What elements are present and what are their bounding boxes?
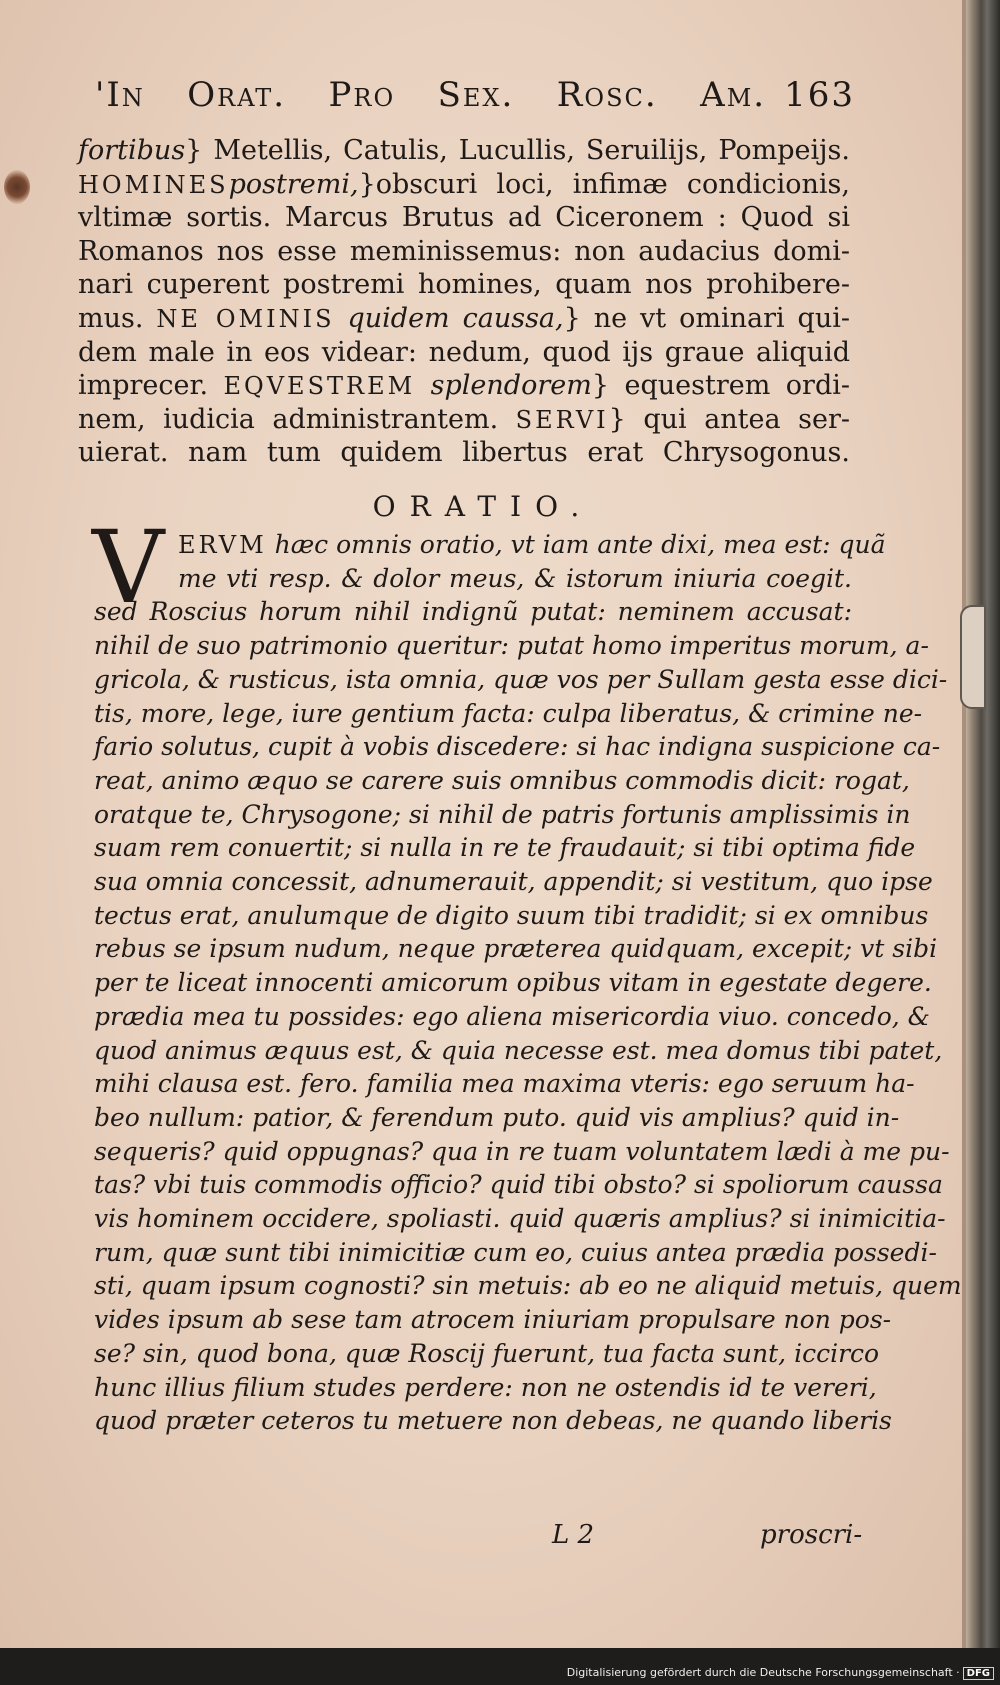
gloss-text: nem, iudicia administrantem. — [78, 403, 516, 435]
commentary-line — [78, 437, 850, 469]
oration-line-text: sed Roscius horum nihil indignũ putat: neminem accusat: — [94, 597, 852, 627]
digitization-credit — [567, 1666, 994, 1680]
oration-line — [94, 732, 941, 762]
oration-line-text: sua omnia concessit, adnumerauit, appendit; si vestitum, quo ipse — [94, 867, 933, 896]
oration-line-text: sequeris? quid oppugnas? qua in re tuam voluntatem lædi à me pu- — [94, 1136, 950, 1166]
gloss-text: Romanos nos esse meminissemus: non audacius domi- — [78, 235, 850, 267]
oration-line-text: suam rem conuertit; si nulla in re te fraudauit; si tibi optima fide — [94, 833, 916, 863]
oration-line-text: vis hominem occidere, spoliasti. quid quæris amplius? si inimicitia- — [94, 1204, 946, 1233]
oration-line — [94, 1170, 943, 1200]
gloss-text: vltimæ sortis. Marcus Brutus ad Ciceronem : Quod si — [78, 202, 850, 234]
oration-line-text: prædia mea tu possides: ego aliena misericordia viuo. concedo, & — [94, 1001, 930, 1031]
oration-line-text: nihil de suo patrimonio queritur: putat homo imperitus morum, a- — [94, 631, 929, 661]
oration-line-text: tas? vbi tuis commodis officio? quid tibi obsto? si spoliorum caussa — [94, 1170, 943, 1200]
oration-line — [94, 867, 933, 896]
oration-line — [94, 1372, 877, 1402]
oration-line-text: rum, quæ sunt tibi inimicitiæ cum eo, cuius antea prædia possedi- — [94, 1237, 937, 1267]
oration-line-text: sti, quam ipsum cognosti? sin metuis: ab eo ne aliquid metuis, quem — [94, 1271, 962, 1301]
oration-line-text: per te liceat innocenti amicorum opibus vitam in egestate degere. — [94, 968, 932, 998]
lemma-italic: quidem caussa, — [334, 303, 564, 334]
gloss-text: } ne vt ominari qui- — [563, 303, 850, 334]
oration-line — [94, 833, 916, 863]
oration-line — [94, 1204, 946, 1233]
oration-line-text: mihi clausa est. fero. familia mea maxima vteris: ego seruum ha- — [94, 1069, 915, 1099]
folio-number: 163 — [784, 75, 855, 115]
oration-line-text: beo nullum: patior, & ferendum puto. quid vis amplius? quid in- — [94, 1102, 900, 1132]
catchword: proscri- — [760, 1520, 863, 1550]
section-heading: ORATIO. — [372, 490, 594, 523]
oration-line — [94, 934, 938, 964]
oration-line — [94, 1338, 880, 1368]
oration-line — [94, 1035, 943, 1065]
opening-small-caps: ERVM — [178, 531, 267, 559]
commentary-line — [78, 336, 850, 368]
oration-line — [94, 1406, 892, 1436]
oration-line-text: tis, more, lege, iure gentium facta: culpa liberatus, & crimine ne- — [94, 698, 923, 728]
commentary-line — [78, 370, 850, 402]
drop-cap: V — [92, 509, 165, 626]
oration-line — [94, 1136, 950, 1166]
oration-line — [94, 1102, 900, 1132]
oration-line — [94, 900, 929, 930]
oration-line-text: hunc illius filium studes perdere: non ne ostendis id te vereri, — [94, 1372, 877, 1402]
lemma-small-caps: SERVI — [515, 405, 609, 434]
oration-line — [178, 563, 852, 593]
oration-line-text: me vti resp. & dolor meus, & istorum iniuria coegit. — [178, 563, 852, 593]
oration-line — [94, 664, 948, 694]
gloss-text: uierat. nam tum quidem libertus erat Chrysogonus. — [78, 437, 850, 469]
gloss-text: } Metellis, Catulis, Lucullis, Seruilijs, Pompeijs. — [185, 135, 850, 166]
lemma-italic: splendorem — [415, 370, 592, 402]
oration-line — [94, 698, 923, 728]
oration-line — [94, 1069, 915, 1099]
running-head-title: 'In Orat. Pro Sex. Rosc. Am. — [95, 75, 767, 115]
oration-line-text: se? sin, quod bona, quæ Roscij fuerunt, tua facta sunt, iccirco — [94, 1338, 880, 1368]
lemma-small-caps: EQVESTREM — [223, 372, 416, 401]
oration-line-text: reat, animo æquo se carere suis omnibus commodis dicit: rogat, — [94, 765, 910, 795]
credit-text: Digitalisierung gefördert durch die Deutsche Forschungsgemeinschaft · — [566, 1666, 960, 1679]
commentary-line — [78, 305, 850, 332]
oration-line-text: quod præter ceteros tu metuere non debeas, ne quando liberis — [94, 1406, 892, 1436]
oration-line — [94, 1305, 892, 1335]
commentary-line — [78, 235, 850, 267]
commentary-line — [78, 168, 850, 200]
lemma-small-caps: NE OMINIS — [156, 305, 335, 333]
gloss-text: dem male in eos videar: nedum, quod ijs graue aliquid — [78, 336, 850, 368]
oration-line-text: oratque te, Chrysogone; si nihil de patris fortunis amplissimis in — [94, 799, 911, 829]
oration-line — [94, 765, 910, 795]
oration-line-text: gricola, & rusticus, ista omnia, quæ vos per Sullam gesta esse dici- — [94, 664, 948, 694]
gloss-text: }obscuri loci, infimæ condicionis, — [358, 168, 850, 200]
book-binding-gutter — [966, 0, 1000, 1648]
oration-line — [178, 530, 886, 559]
oration-line-text: hæc omnis oratio, vt iam ante dixi, mea est: quã — [266, 530, 886, 559]
lemma-italic: postremi, — [228, 168, 359, 200]
commentary-line — [78, 137, 850, 164]
lemma-small-caps: HOMINES — [78, 170, 229, 199]
oration-line — [94, 799, 911, 829]
oration-line — [94, 597, 852, 627]
gloss-text: nari cuperent postremi homines, quam nos prohibere- — [78, 269, 850, 301]
gloss-text: imprecer. — [78, 370, 224, 402]
commentary-line — [78, 403, 850, 435]
gloss-text: mus. — [78, 303, 157, 334]
oration-line — [94, 1237, 937, 1267]
gloss-text: } equestrem ordi- — [591, 370, 850, 402]
oration-line — [94, 968, 932, 998]
oration-line-text: quod animus æquus est, & quia necesse est. mea domus tibi patet, — [94, 1035, 943, 1065]
dfg-logo: DFG — [963, 1667, 994, 1680]
oration-line-text: rebus se ipsum nudum, neque præterea quidquam, excepit; vt sibi — [94, 934, 938, 964]
commentary-line — [78, 269, 850, 301]
signature-mark: L 2 — [552, 1520, 595, 1550]
oration-line-text: vides ipsum ab sese tam atrocem iniuriam propulsare non pos- — [94, 1305, 892, 1335]
lemma-italic: fortibus — [78, 135, 186, 166]
oration-line — [94, 1001, 930, 1031]
oration-line — [94, 1271, 962, 1301]
oration-line-text: tectus erat, anulumque de digito suum tibi tradidit; si ex omnibus — [94, 900, 929, 930]
oration-line — [94, 631, 929, 661]
commentary-line — [78, 202, 850, 234]
gloss-text: } qui antea ser- — [608, 403, 850, 435]
oration-line-text: fario solutus, cupit à vobis discedere: si hac indigna suspicione ca- — [94, 732, 941, 762]
running-head — [95, 75, 855, 115]
